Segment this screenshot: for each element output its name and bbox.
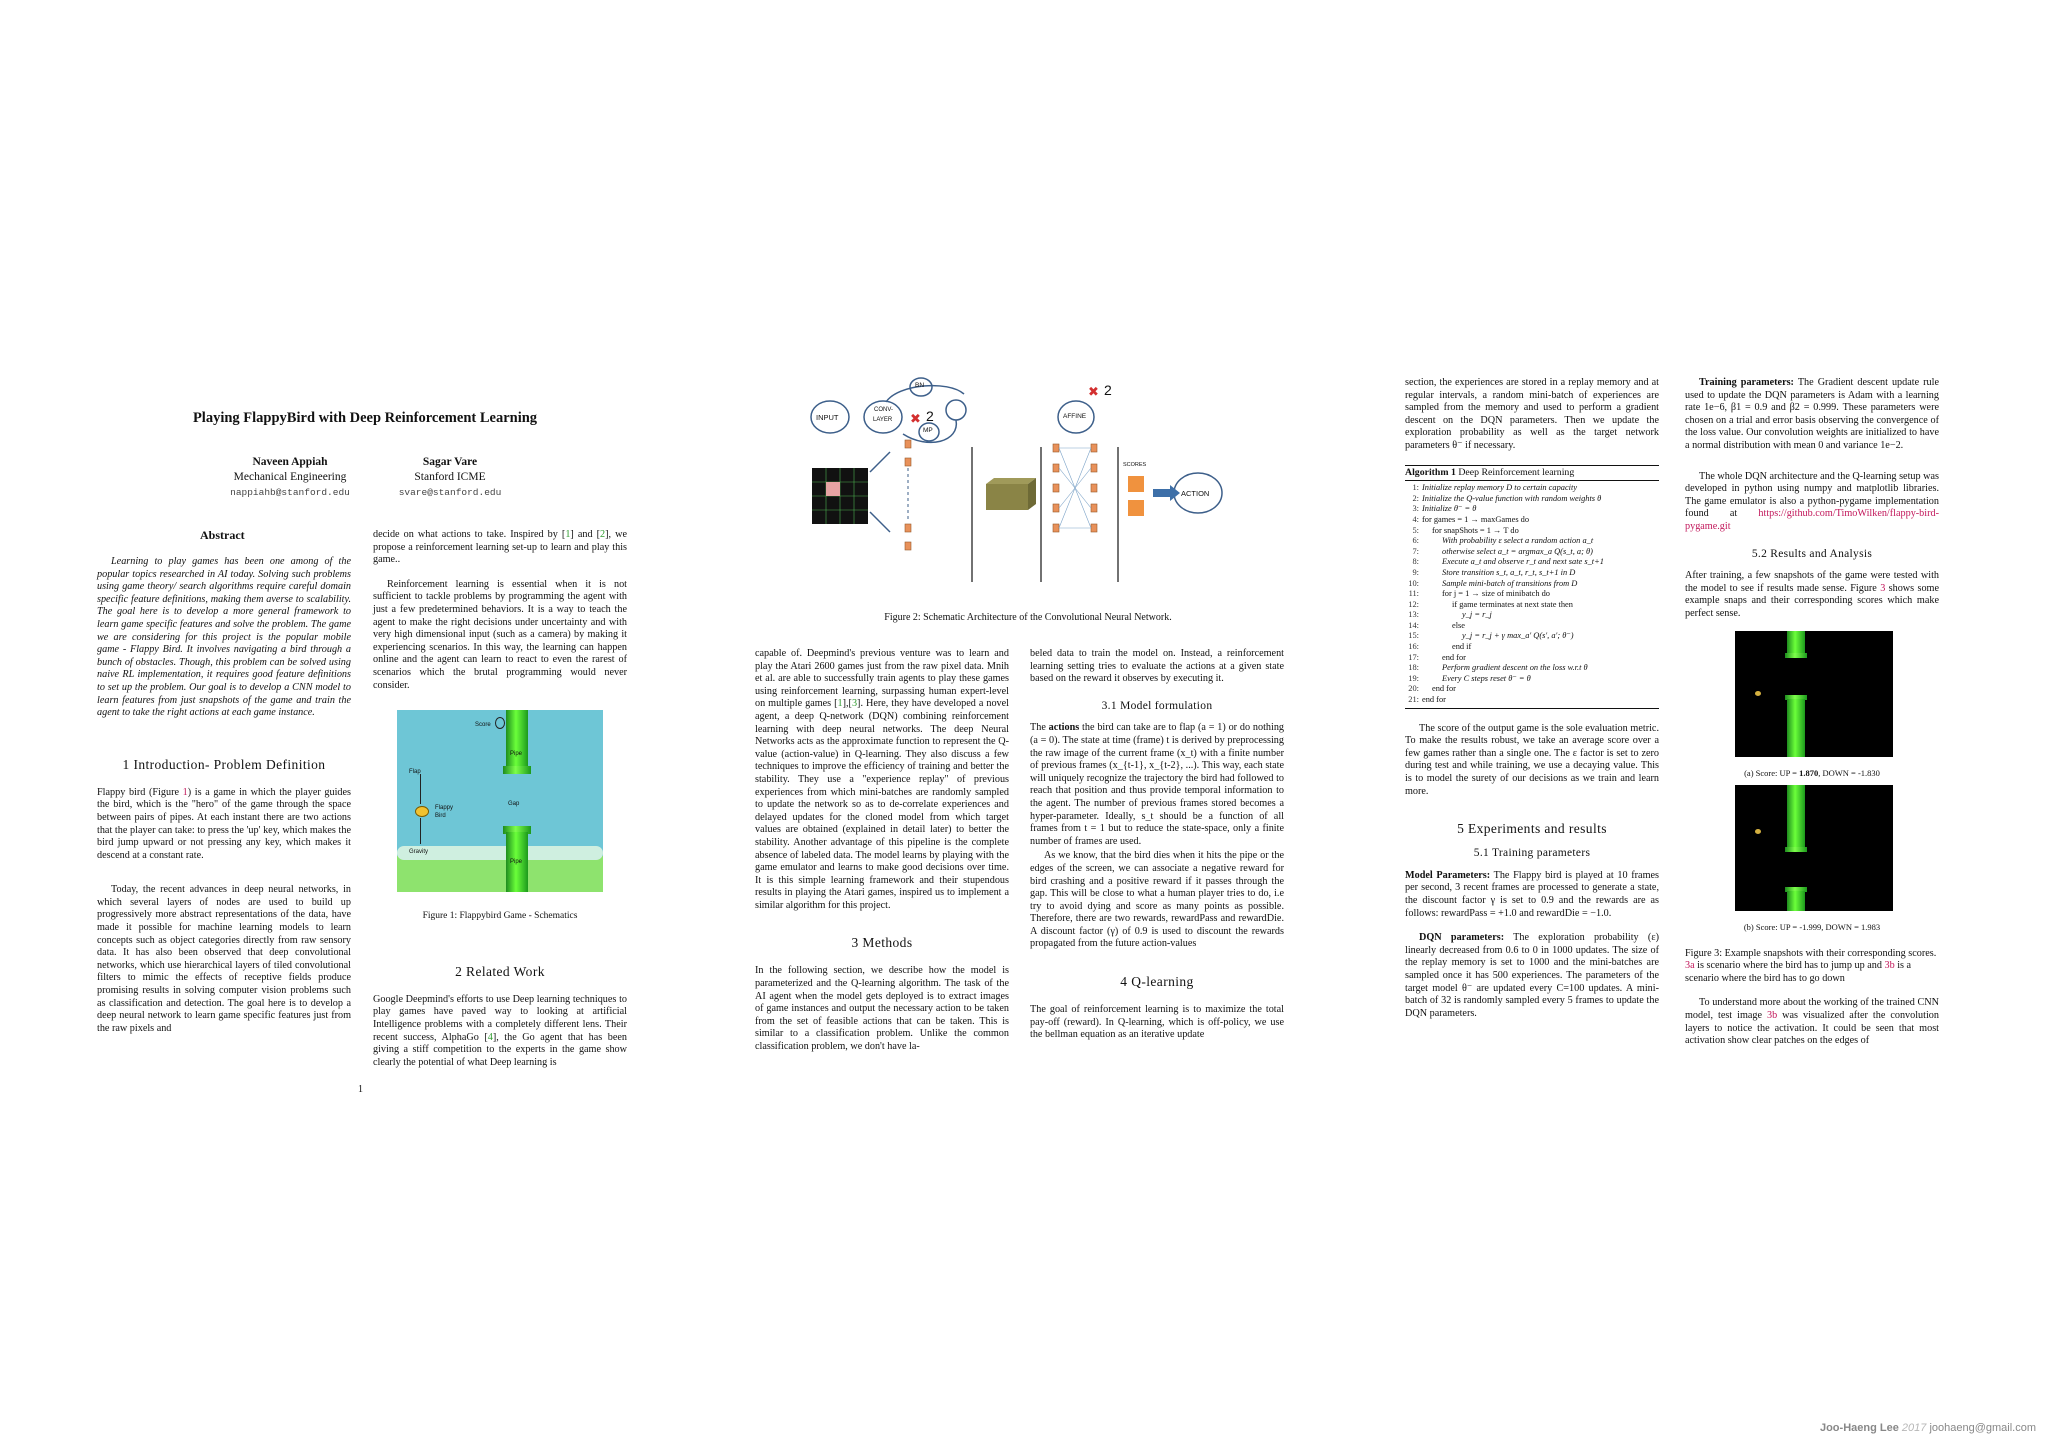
algorithm-line xyxy=(1405,557,1659,568)
algorithm-line-number: 8: xyxy=(1412,557,1419,567)
algorithm-line-text: Initialize θ⁻ = θ xyxy=(1422,504,1477,514)
dqn-params-bold: DQN parameters: xyxy=(1419,932,1505,944)
algorithm-line-text: for snapShots = 1 → T do xyxy=(1432,525,1519,535)
algorithm-line xyxy=(1405,663,1659,674)
fig1-ground xyxy=(397,856,603,892)
cnn-b: was visualized after the convolution layers to notice the activation. It could be seen that most activation show clear patches on the edges of xyxy=(1685,1010,1939,1047)
col2-paragraph-2: Reinforcement learning is essential when it is not sufficient to tackle problems by programming the agent with just a few predetermined behaviors. It is a way to teach the agent to make the right decisions under uncertainty and with very high dimensional input (such as a camera) by making it experiencing scenarios. In this way, the learning can happen online and the agent can learn to react to even the rarest of scenarios which the brutal programming would never consider. xyxy=(373,578,627,691)
algorithm-line-number: 4: xyxy=(1412,514,1419,524)
abstract-heading: Abstract xyxy=(200,528,245,542)
implementation-paragraph xyxy=(1685,471,1939,534)
author-2-email: svare@stanford.edu xyxy=(398,487,502,498)
fig3a-bird-icon xyxy=(1755,691,1761,696)
training-parameters-paragraph xyxy=(1685,377,1939,453)
algorithm-line-text: Sample mini-batch of transitions from D xyxy=(1442,578,1578,588)
footer-year: 2017 xyxy=(1901,1422,1927,1434)
algorithm-line-text: otherwise select a_t = argmax_a Q(s_t, a; θ) xyxy=(1442,546,1593,556)
fig1-label-pipe-top: Pipe xyxy=(510,751,523,758)
fig1-pipe-top xyxy=(506,710,528,770)
figure-2 xyxy=(808,372,1248,590)
algorithm-line xyxy=(1405,653,1659,664)
author-2-name: Sagar Vare xyxy=(422,456,478,468)
fig2-label-two-b: 2 xyxy=(1104,382,1112,398)
algorithm-line-number: 13: xyxy=(1408,610,1419,620)
fig2-label-layer: LAYER xyxy=(873,417,893,423)
algorithm-line-number: 7: xyxy=(1412,546,1419,556)
algorithm-line-text: if game terminates at next state then xyxy=(1452,599,1573,609)
fig2-label-action: ACTION xyxy=(1181,489,1210,498)
algorithm-line-number: 21: xyxy=(1408,695,1419,705)
fig1-label-flappy: Flappy xyxy=(435,805,454,812)
model-params-text: The Flappy bird is played at 10 frames per second, 3 recent frames are processed to generate a state, the discount factor γ is set to 0.9 and the rewards are as follows: rewardPass = +1.0 and rewardDie = −1.0. xyxy=(1405,869,1659,919)
section-3-1-paragraph-1 xyxy=(1030,722,1284,848)
fig3a-pipe-bottom xyxy=(1787,699,1805,757)
p2c1-c: ]. Here, they have developed a novel agent, a deep Q-network (DQN) combining reinforcement learning with deep neural networks. The deep Neural Networks acts as the approximate function to represent the Q-value (action-value) in Q-learning. They also discuss a few techniques to improve the efficiency of training and better the stability. They use a "experience replay" of previous experiences from which mini-batches are randomly sampled to update the network so as to de-correlate experiences and delayed updates for the cloned model from which target values are obtained (explained in detail later) to better the stability. Another advantage of this pipeline is the complete absence of labeled data. The model learns by playing with the game emulator and learns to make good decisions over time. It is this simple learning framework and their stupendous results in playing the Atari games, inspired us to implement a similar algorithm for this project. xyxy=(755,698,1010,911)
algorithm-title-bold: Algorithm 1 xyxy=(1405,466,1456,478)
score-box-2 xyxy=(1128,500,1144,516)
fig1-label-pipe-bottom: Pipe xyxy=(510,859,523,866)
algorithm-line-number: 14: xyxy=(1408,620,1419,630)
algorithm-line xyxy=(1405,631,1659,642)
col2-paragraph-1 xyxy=(373,529,627,567)
algorithm-line xyxy=(1405,621,1659,632)
fig2-label-two-a: 2 xyxy=(926,408,934,424)
figure-1-ref[interactable]: 1 xyxy=(182,786,188,798)
section-1-paragraph-2: Today, the recent advances in deep neural networks, in which several layers of nodes are used to build up progressively more abstract representations of the data, have made it possible for machine learning models to learn concepts such as object categories directly from raw sensory data. It has also been observed that deep convolutional networks, which use hierarchical layers of tiled convolutional filters to mimic the effects of receptive fields produce promising results in solving computer vision problems such as classification and detection. The goal here is to develop a deep neural network to learn game specific features just from the raw pixels and xyxy=(97,884,351,1034)
algorithm-line xyxy=(1405,494,1659,505)
sec31-b: the bird can take are to flap (a = 1) or do nothing (a = 0). The state at time (frame) t is derived by preprocessing the raw image of the current frame (x_t) with a finite number of previous frames (x_{t-1}, x_{t-2}, ...). This way, each state will uniquely recognize the trajectory the bird had followed to reach that position and thus provide temporal information to the agent. The number of previous frames stored becomes a hyper-parameter. Ideally, s_t should be a function of all frames from t = 1 but to reduce the state-space, only a finite number of frames are used. xyxy=(1030,722,1285,847)
activation-node xyxy=(946,400,966,420)
algorithm-line-text: for games = 1 → maxGames do xyxy=(1422,514,1530,524)
feature-volume xyxy=(986,478,1036,484)
page2-col1 xyxy=(755,648,1009,1066)
algorithm-line-number: 1: xyxy=(1412,483,1419,493)
citation-3[interactable]: 3 xyxy=(851,698,858,710)
algorithm-lines xyxy=(1405,483,1659,705)
fig1-label-gravity: Gravity xyxy=(409,849,429,856)
model-parameters-paragraph xyxy=(1405,870,1659,920)
cnn-architecture-diagram xyxy=(808,372,1248,590)
section-5-1-heading: 5.1 Training parameters xyxy=(1473,847,1591,860)
algorithm-line xyxy=(1405,579,1659,590)
fig3-cap-c: is a scenario where the bird has to go down xyxy=(1685,960,1912,984)
fig3a-pipe-top-cap xyxy=(1785,653,1807,658)
model-params-bold: Model Parameters: xyxy=(1405,869,1491,881)
algorithm-line-text: end if xyxy=(1452,642,1472,652)
fig3b-bird-icon xyxy=(1755,829,1761,834)
algorithm-title-text: Deep Reinforcement learning xyxy=(1455,466,1575,478)
fig3a-cap-b: 1.870 xyxy=(1799,767,1819,778)
algorithm-line xyxy=(1405,610,1659,621)
section-2-heading: 2 Related Work xyxy=(455,963,545,979)
section-4-heading: 4 Q-learning xyxy=(1120,974,1194,990)
algorithm-line-text: With probability ε select a random action a_t xyxy=(1442,536,1594,546)
sec1-p1a: Flappy bird (Figure xyxy=(97,786,183,798)
citation-1[interactable]: 1 xyxy=(565,529,571,540)
p2c1-b: ],[ xyxy=(842,698,852,710)
algorithm-line-text: end for xyxy=(1432,684,1456,694)
section-5-heading: 5 Experiments and results xyxy=(1457,821,1607,837)
gravity-arrow-icon xyxy=(420,818,421,844)
algorithm-line xyxy=(1405,600,1659,611)
algorithm-line xyxy=(1405,483,1659,494)
algorithm-line xyxy=(1405,642,1659,653)
col2-p1a: decide on what actions to take. Inspired by [ xyxy=(373,529,566,540)
sec2-p1b: ], the Go agent that has been giving a stiff competition to the experts in the game show clearly the potential of what Deep learning is xyxy=(373,1031,627,1068)
fig3b-ref[interactable]: 3b xyxy=(1884,960,1895,972)
fig2-label-mp: MP xyxy=(923,427,933,434)
algorithm-line xyxy=(1405,674,1659,685)
s52-b: shows some example snaps and their corresponding scores which make perfect sense. xyxy=(1685,582,1939,619)
fig2-label-bn: BN xyxy=(915,382,925,389)
algorithm-line-text: Initialize the Q-value function with random weights θ xyxy=(1422,493,1602,503)
cnn-visualization-paragraph xyxy=(1685,997,1939,1047)
dropout-x-icon: ✖ xyxy=(910,412,921,427)
section-2-paragraph-1 xyxy=(373,994,627,1070)
score-box-1 xyxy=(1128,476,1144,492)
figure-3a xyxy=(1731,631,1893,759)
section-1-heading: 1 Introduction- Problem Definition xyxy=(122,756,326,772)
algorithm-line-number: 3: xyxy=(1412,504,1419,514)
algorithm-line-number: 16: xyxy=(1408,642,1419,652)
algorithm-line-text: Execute a_t and observe r_t and next sate s_t+1 xyxy=(1442,557,1604,567)
algorithm-line-number: 6: xyxy=(1412,536,1419,546)
section-3-heading: 3 Methods xyxy=(851,935,913,951)
section-1-paragraph-1 xyxy=(97,787,351,863)
fig3a-cap-a: (a) Score: UP = xyxy=(1744,767,1800,778)
algorithm-line xyxy=(1405,684,1659,695)
col2-p1b: ] and [ xyxy=(570,529,601,540)
page-number: 1 xyxy=(358,1084,363,1095)
citation-2[interactable]: 2 xyxy=(600,529,606,540)
algorithm-line-text: Initialize replay memory D to certain capacity xyxy=(1422,483,1578,493)
figure-1-caption: Figure 1: Flappybird Game - Schematics xyxy=(422,911,578,922)
footer-email: joohaeng@gmail.com xyxy=(1929,1422,2036,1434)
page2-col2-paragraph-1: beled data to train the model on. Instead, a reinforcement learning setting tries to evaluate the actions at a given state based on the reward it observes by executing it. xyxy=(1030,648,1284,685)
page3-col1 xyxy=(1405,377,1659,1032)
algorithm-line xyxy=(1405,526,1659,537)
impl-text: The whole DQN architecture and the Q-learning setup was developed in python using numpy and matplotlib libraries. The game emulator is also a python-pygame implementation found at xyxy=(1685,470,1939,520)
sec31-a: The xyxy=(1030,722,1049,734)
algorithm-line-text: Perform gradient descent on the loss w.r.t θ xyxy=(1442,663,1588,673)
algorithm-line-number: 17: xyxy=(1408,652,1419,662)
algorithm-line-text: end for xyxy=(1442,652,1466,662)
figure-2-caption: Figure 2: Schematic Architecture of the Convolutional Neural Network. xyxy=(884,612,1172,623)
fig2-label-conv: CONV- xyxy=(874,407,894,413)
abstract-text: Learning to play games has been one among of the popular topics researched in AI today. Solving such problems using game theory/ search algorithms require careful domain specific feature definitions, making them averse to scalability. The goal here is to develop a more general framework to learn game specific features and solve the problem. The game we are considering for this project is the popular mobile game - Flappy Bird. It involves navigating a bird through a bunch of obstacles. Though, this problem can be solved using naive RL implementation, it requires good feature definitions to set up the problem. Our goal is to develop a CNN model to learn features from just snapshots of the game and train the agent to take the right actions at each game instance. xyxy=(97,556,351,719)
cnn-a: To understand more about the working of the trained CNN model, test image xyxy=(1685,997,1939,1022)
training-params-bold: Training parameters: xyxy=(1699,377,1794,388)
watermark-footer xyxy=(1820,1422,2036,1434)
fig3b-image xyxy=(1735,785,1893,911)
algorithm-line-number: 10: xyxy=(1408,578,1419,588)
page3-col2 xyxy=(1685,377,1939,1060)
citation-4[interactable]: 4 xyxy=(487,1031,493,1043)
section-4-paragraph-1: The goal of reinforcement learning is to maximize the total pay-off (reward). In Q-learning, which is off-policy, we use the bellman equation as an iterative update xyxy=(1030,1004,1284,1041)
figure-3-ref[interactable]: 3 xyxy=(1880,582,1886,594)
figure-3b-caption: (b) Score: UP = -1.999, DOWN = 1.983 xyxy=(1743,922,1881,933)
figure-3b xyxy=(1731,785,1893,913)
fig1-pipe-top-cap xyxy=(503,766,531,774)
algorithm-line-number: 15: xyxy=(1408,631,1419,641)
algorithm-line xyxy=(1405,589,1659,600)
arrow-icon xyxy=(1153,485,1180,501)
algorithm-line-text: end for xyxy=(1422,695,1446,705)
author-2 xyxy=(380,455,520,500)
algorithm-1-title xyxy=(1405,468,1659,482)
algorithm-line xyxy=(1405,515,1659,526)
author-1-name: Naveen Appiah xyxy=(252,456,328,468)
fig1-label-bird: Bird xyxy=(435,813,446,820)
sec31-bold: actions xyxy=(1048,722,1080,734)
page1-col1 xyxy=(97,556,351,1047)
fig1-label-gap: Gap xyxy=(508,801,520,808)
algorithm-line-text: else xyxy=(1452,620,1466,630)
sec2-p1a: Google Deepmind's efforts to use Deep learning techniques to play games have paved way to looking at artificial Intelligence problems with a completely different lens. Their recent success, AlphaGo [ xyxy=(373,993,627,1043)
page3-col1-paragraph-2: The score of the output game is the sole evaluation metric. To make the results robust, we take an average score over a few games rather than a single one. The ε factor is set to zero during test and while training, we use a decaying value. This is to model the surety of our decisions as we train and learn more. xyxy=(1405,722,1659,797)
fig1-label-score: Score xyxy=(475,722,491,729)
algorithm-line-number: 12: xyxy=(1408,599,1419,609)
section-3-1-paragraph-2: As we know, that the bird dies when it hits the pipe or the edges of the screen, we can associate a negative reward for bird crashing and a positive reward if it passes through the gap. This will be close to what a human player tries to do, i.e try to avoid dying and score as many points as possible. Therefore, there are two rewards, rewardPass and rewardDie. A discount factor (γ) of 0.9 is used to discount the rewards propagated from the future action-values xyxy=(1030,850,1284,950)
bird-icon xyxy=(415,806,429,817)
author-1 xyxy=(210,455,370,500)
col2-p1c: ], we propose a reinforcement learning set-up to learn and play this game.. xyxy=(373,529,628,566)
algorithm-line-text: Store transition s_t, a_t, r_t, s_t+1 in D xyxy=(1442,567,1576,577)
algorithm-line-number: 20: xyxy=(1408,684,1419,694)
sec1-p1b: ) is a game in which the player guides the bird, which is the "hero" of the game through the space between pairs of pipes. At each instant there are two actions that the player can take: to press the 'up' key, which makes the bird jump upward or not pressing any key, which makes it descend at a constant rate. xyxy=(97,786,351,861)
figure-3a-caption xyxy=(1685,767,1939,780)
algorithm-line-number: 18: xyxy=(1408,663,1419,673)
dqn-params-text: The exploration probability (ε) linearly decreased from 0.6 to 0 in 1000 updates. The size of the replay memory is set to 1000 and the mini-batches are sampled once it has 500 experiences. The parameters of the target model θ⁻ are updated every C=100 updates. A mini-batch of 32 is randomly sampled every 5 frames to update the DQN parameters. xyxy=(1405,932,1659,1019)
author-1-email: nappiahb@stanford.edu xyxy=(230,487,350,498)
algorithm-line-text: y_j = r_j xyxy=(1462,610,1492,620)
author-2-affiliation: Stanford ICME xyxy=(414,471,486,483)
s52-a: After training, a few snapshots of the game were tested with the model to see if results made sense. Figure xyxy=(1685,570,1939,594)
page3-col1-paragraph-1: section, the experiences are stored in a replay memory and at regular intervals, a random mini-batch of experiences are sampled from the memory and used to perform a gradient descent on the DQN parameters. Then we update the exploration probability as well as the target network parameters θ⁻ if necessary. xyxy=(1405,377,1659,451)
figure-3-caption xyxy=(1685,948,1939,986)
fig1-label-flap: Flap xyxy=(409,769,421,776)
section-3-paragraph-1: In the following section, we describe how the model is parameterized and the Q-learning algorithm. The task of the AI agent when the model gets deployed is to extract images of game instances and output the necessary action to be taken from the set of feasible actions that can be taken. This is similar to a classification problem. Unlike the common classification problem, we don't have la- xyxy=(755,965,1009,1053)
fig2-label-affine: AFFINE xyxy=(1063,413,1087,420)
dropout-x-icon-2: ✖ xyxy=(1088,385,1099,400)
fig3b-pipe-top xyxy=(1787,785,1805,849)
algorithm-line xyxy=(1405,568,1659,579)
page2-col2 xyxy=(1030,648,1284,1054)
section-5-2-paragraph xyxy=(1685,570,1939,620)
fig3b-pipe-top-cap xyxy=(1785,847,1807,852)
algorithm-line xyxy=(1405,536,1659,547)
page2-col1-paragraph-1 xyxy=(755,648,1009,912)
training-params-text: The Gradient descent update rule used to update the DQN parameters is Adam with a learning rate 1e−6, β1 = 0.9 and β2 = 0.999. These parameters were chosen on a trial and error basis observing the convergence of the loss value. Our convolution weights are initialized to have a normal distribution with mean 0 and variance 1e−2. xyxy=(1685,377,1940,451)
github-link[interactable]: https://github.com/TimoWilken/flappy-bird-pygame.git xyxy=(1685,508,1939,532)
figure-1 xyxy=(397,710,603,892)
citation-1b[interactable]: 1 xyxy=(837,698,843,710)
fig3a-cap-c: , DOWN = -1.830 xyxy=(1818,767,1880,778)
fig3-cap-b: is scenario where the bird has to jump up and xyxy=(1694,960,1885,972)
fig3b-ref-2[interactable]: 3b xyxy=(1767,1010,1778,1022)
paper-title: Playing FlappyBird with Deep Reinforcement Learning xyxy=(192,410,538,426)
algorithm-line-number: 19: xyxy=(1408,673,1419,683)
algorithm-line xyxy=(1405,695,1659,706)
fig2-label-input: INPUT xyxy=(816,413,839,422)
fig3a-image xyxy=(1735,631,1893,757)
algorithm-line-number: 11: xyxy=(1408,589,1419,599)
algorithm-line-number: 9: xyxy=(1412,567,1419,577)
algorithm-line-text: y_j = r_j + γ max_a' Q(s', a'; θ⁻) xyxy=(1462,631,1574,641)
section-3-1-heading: 3.1 Model formulation xyxy=(1101,699,1213,712)
algorithm-line-number: 2: xyxy=(1412,493,1419,503)
fig3a-ref[interactable]: 3a xyxy=(1685,960,1695,972)
fig3-cap-a: Figure 3: Example snapshots with their corresponding scores. xyxy=(1685,947,1937,959)
algorithm-line xyxy=(1405,547,1659,558)
fig2-label-scores: SCORES xyxy=(1123,462,1147,468)
algorithm-line-text: Every C steps reset θ⁻ = θ xyxy=(1442,673,1531,683)
section-5-2-heading: 5.2 Results and Analysis xyxy=(1751,547,1873,560)
footer-name: Joo-Haeng Lee xyxy=(1819,1422,1899,1434)
fig3b-pipe-bottom xyxy=(1787,891,1805,911)
algorithm-1 xyxy=(1405,465,1659,709)
algorithm-line-text: for j = 1 → size of minibatch do xyxy=(1442,589,1550,599)
p2c1-a: capable of. Deepmind's previous venture was to learn and play the Atari 2600 games just from the raw pixel data. Mnih et al. are able to successfully train agents to play these games using reinforcement learning, surpassing human expert-level on multiple games [ xyxy=(755,648,1009,710)
algorithm-line xyxy=(1405,504,1659,515)
dqn-parameters-paragraph xyxy=(1405,932,1659,1020)
score-marker-icon xyxy=(495,717,505,729)
author-1-affiliation: Mechanical Engineering xyxy=(233,471,347,483)
algorithm-line-number: 5: xyxy=(1412,525,1419,535)
page1-col2 xyxy=(373,529,627,1081)
